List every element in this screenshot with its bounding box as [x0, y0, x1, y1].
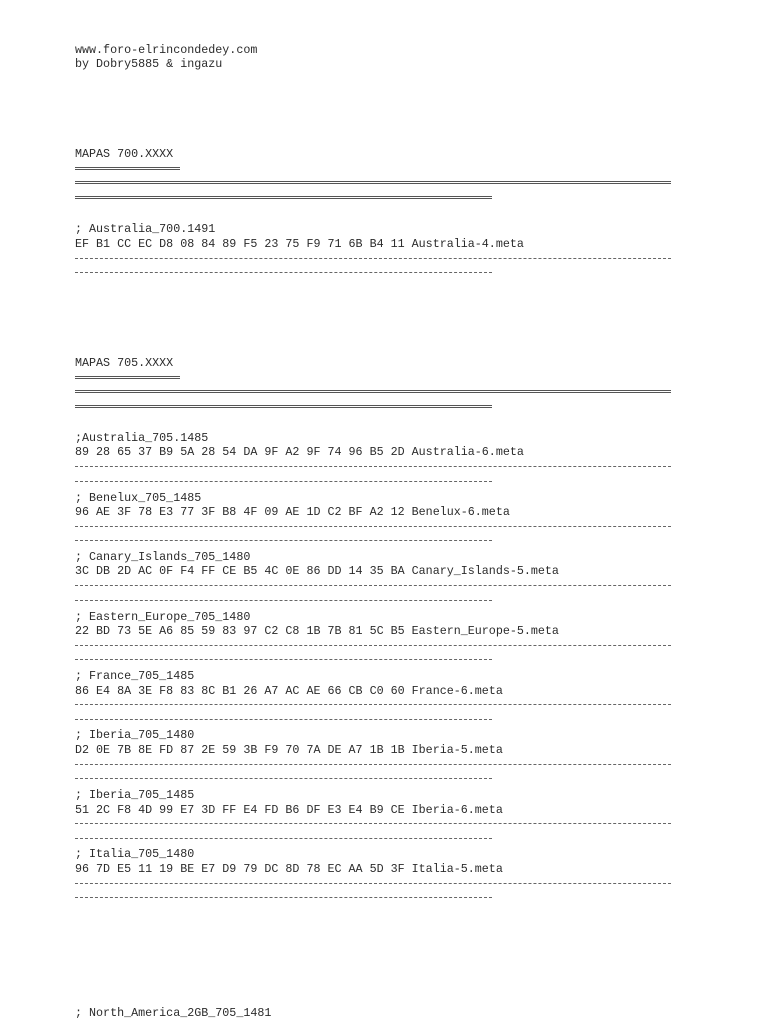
entry-code: 3C DB 2D AC 0F F4 FF CE B5 4C 0E 86 DD 14 35 BA Canary_Islands-5.meta: [75, 564, 559, 578]
entry-separator: [75, 659, 492, 660]
entry-separator: [75, 883, 671, 884]
section-separator: [75, 405, 492, 408]
section-title-705: MAPAS 705.XXXX: [75, 356, 174, 370]
entry-comment: ; Eastern_Europe_705_1480: [75, 610, 251, 624]
entry-separator: [75, 719, 492, 720]
section-title-700: MAPAS 700.XXXX: [75, 147, 174, 161]
entry-separator: [75, 540, 492, 541]
title-underline: [75, 376, 180, 379]
entry-separator: [75, 600, 492, 601]
section-separator: [75, 181, 671, 184]
entry-comment: ; Iberia_705_1480: [75, 728, 195, 742]
entry-separator: [75, 704, 671, 705]
entry-code: EF B1 CC EC D8 08 84 89 F5 23 75 F9 71 6B B4 11 Australia-4.meta: [75, 237, 524, 251]
entry-code: 86 E4 8A 3E F8 83 8C B1 26 A7 AC AE 66 CB C0 60 France-6.meta: [75, 684, 503, 698]
entry-separator: [75, 764, 671, 765]
entry-comment: ; Iberia_705_1485: [75, 788, 195, 802]
site-url: www.foro-elrincondedey.com: [75, 43, 258, 57]
entry-comment: ; North_America_2GB_705_1481: [75, 1006, 272, 1020]
entry-separator: [75, 258, 671, 259]
entry-comment: ; Italia_705_1480: [75, 847, 195, 861]
entry-separator: [75, 823, 671, 824]
entry-code: 22 BD 73 5E A6 85 59 83 97 C2 C8 1B 7B 81 5C B5 Eastern_Europe-5.meta: [75, 624, 559, 638]
entry-code: 89 28 65 37 B9 5A 28 54 DA 9F A2 9F 74 96 B5 2D Australia-6.meta: [75, 445, 524, 459]
entry-separator: [75, 526, 671, 527]
entry-separator: [75, 585, 671, 586]
entry-comment: ; Benelux_705_1485: [75, 491, 202, 505]
entry-comment: ; Canary_Islands_705_1480: [75, 550, 251, 564]
section-separator: [75, 390, 671, 393]
entry-separator: [75, 466, 671, 467]
entry-comment: ; France_705_1485: [75, 669, 195, 683]
entry-separator: [75, 838, 492, 839]
authors-line: by Dobry5885 & ingazu: [75, 57, 223, 71]
entry-code: 96 AE 3F 78 E3 77 3F B8 4F 09 AE 1D C2 BF A2 12 Benelux-6.meta: [75, 505, 510, 519]
entry-code: D2 0E 7B 8E FD 87 2E 59 3B F9 70 7A DE A7 1B 1B Iberia-5.meta: [75, 743, 503, 757]
entry-separator: [75, 272, 492, 273]
entry-comment: ;Australia_705.1485: [75, 431, 209, 445]
entry-code: 51 2C F8 4D 99 E7 3D FF E4 FD B6 DF E3 E4 B9 CE Iberia-6.meta: [75, 803, 503, 817]
section-separator: [75, 196, 492, 199]
entry-separator: [75, 645, 671, 646]
entry-comment: ; Australia_700.1491: [75, 222, 216, 236]
entry-code: 96 7D E5 11 19 BE E7 D9 79 DC 8D 78 EC AA 5D 3F Italia-5.meta: [75, 862, 503, 876]
entry-separator: [75, 897, 492, 898]
entry-separator: [75, 778, 492, 779]
title-underline: [75, 167, 180, 170]
entry-separator: [75, 481, 492, 482]
